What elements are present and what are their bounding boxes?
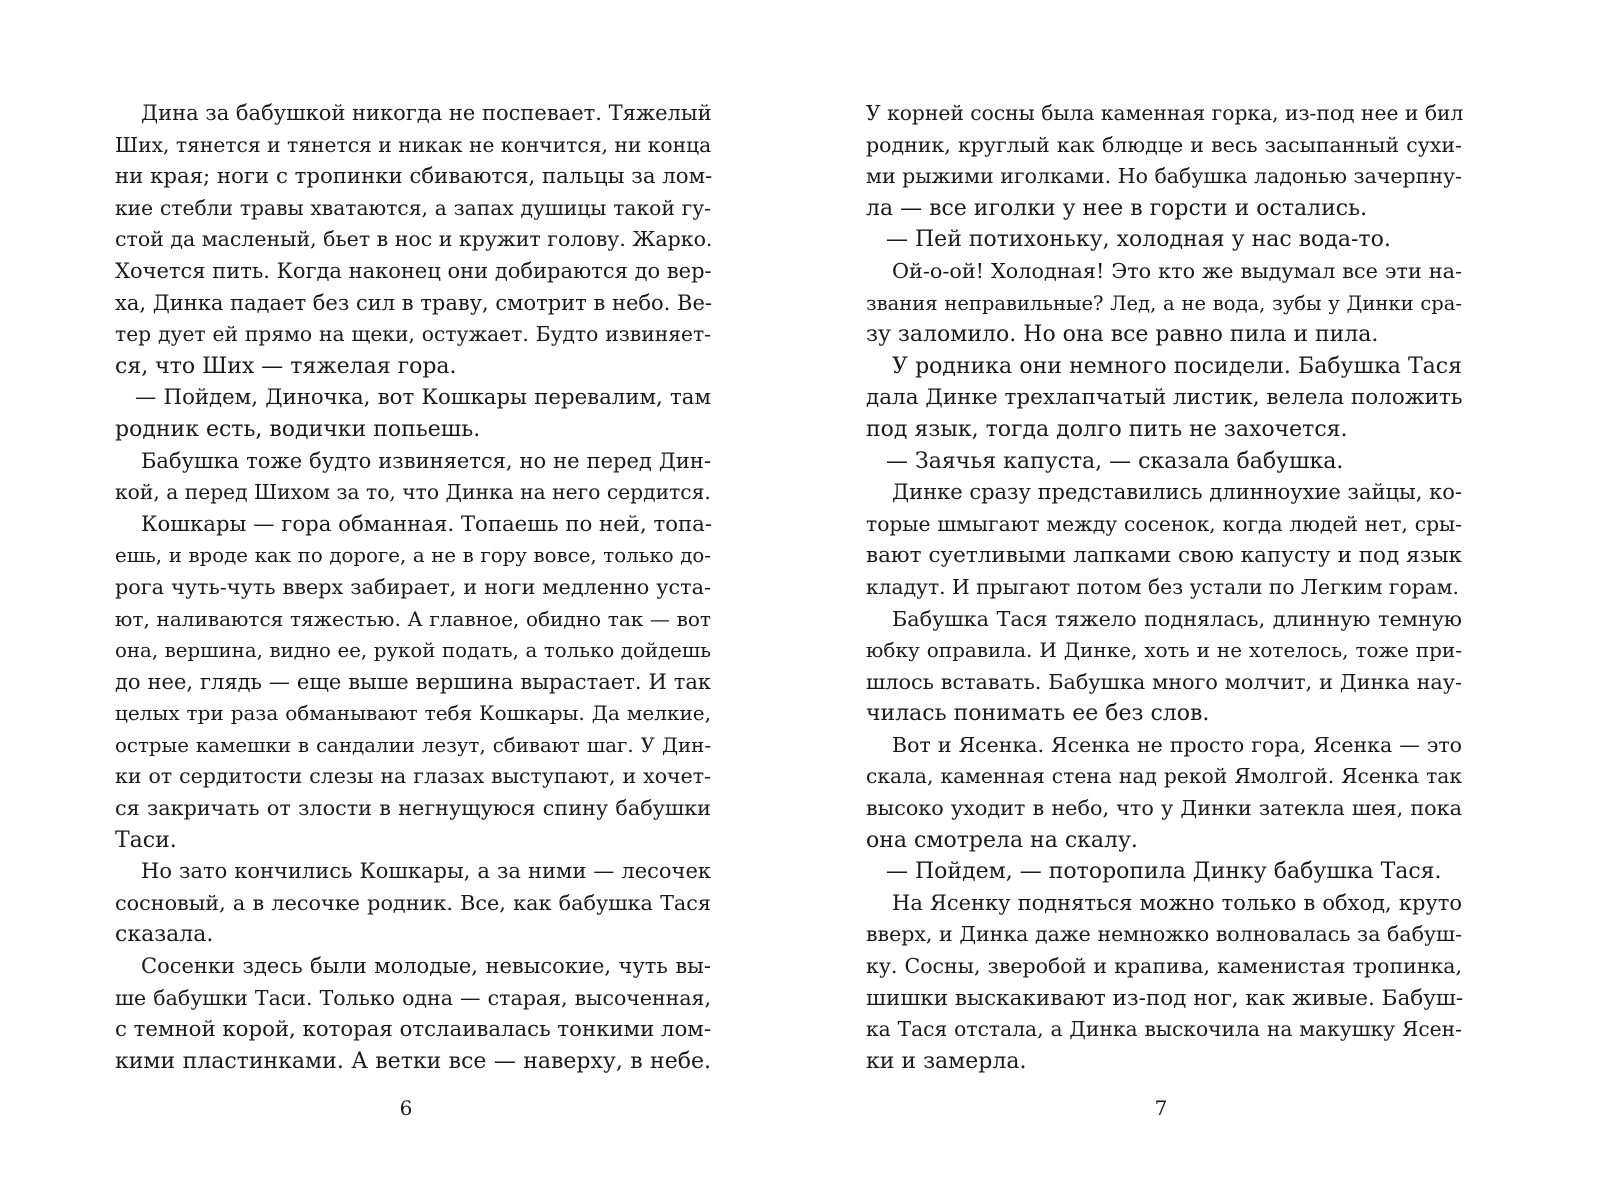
text-line: сосновый, а в лесочке родник. Все, как бабушка Тася [115,890,711,915]
text-line: она, вершина, видно ее, рукой подать, а только дойдешь [115,639,711,663]
text-line: Бабушка Тася тяжело поднялась, длинную темную [892,606,1462,631]
page-number: 7 [1154,1096,1168,1120]
text-line: вверх, и Динка даже немножко волновалась за бабуш- [866,922,1462,947]
text-line: ха, Динка падает без сил в траву, смотрит в небо. Ве- [115,290,712,315]
text-line: звания неправильные? Лед, а не вода, зубы у Динки сра- [866,291,1462,315]
text-line: юбку оправила. И Динке, хоть и не хотелось, тоже при- [866,638,1462,663]
text-line: ся закричать от злости в негнущуюся спину бабушки [115,796,711,821]
text-line: дала Динке трехлапчатый листик, велела положить [866,385,1463,411]
text-line: Но зато кончились Кошкары, а за ними — лесочек [141,859,711,884]
text-line: до нее, глядь — еще выше вершина вырастает. И так [115,669,711,694]
text-line: ка Тася отстала, а Динка выскочила на макушку Ясен- [866,1017,1462,1042]
text-line: шлось вставать. Бабушка много молчит, и Динка нау- [866,669,1462,694]
text-line: родник, круглый как блюдце и весь засыпанный сухи- [866,132,1462,157]
page-number: 6 [399,1096,413,1120]
right-page [800,0,1600,1199]
text-line: ше бабушки Таси. Только одна — старая, высоченная, [115,985,711,1010]
text-line: острые камешки в сандалии лезут, сбивают шаг. У Дин- [115,733,711,757]
right-page-text [866,98,1462,1077]
text-line: родник есть, водички попьешь. [115,416,481,442]
text-line: чилась понимать ее без слов. [866,701,1210,727]
text-line: сказала. [115,922,214,948]
text-line: кладут. И прыгают потом без устали по Легким горам. [866,574,1459,599]
text-line: ми рыжими иголками. Но бабушка ладонью зачерпну- [866,164,1462,189]
text-line: кими пластинками. А ветки все — наверху, в небе. [115,1048,711,1074]
text-line: Кошкары — гора обманная. Топаешь по ней, топа- [141,511,713,537]
text-line: высоко уходит в небо, что у Динки затекла шея, пока [866,796,1462,821]
text-line: У корней сосны была каменная горка, из-под нее и бил [866,101,1464,125]
text-line: Динке сразу представились длинноухие зайцы, ко- [892,480,1462,505]
text-line: Бабушка тоже будто извиняется, но не перед Дин- [141,448,711,473]
text-line: Вот и Ясенка. Ясенка не просто гора, Ясенка — это [892,732,1462,757]
text-line: ют, наливаются тяжестью. А главное, обидно так — вот [115,606,711,631]
text-line: Сосенки здесь были молодые, невысокие, чуть вы- [141,954,711,979]
text-line: шишки выскакивают из-под ног, как живые. Бабуш- [866,985,1464,1011]
text-line: ки от сердитости слезы на глазах выступают, и хочет- [115,764,711,789]
text-line: — Пойдем, Диночка, вот Кошкары перевалим, там [135,385,711,411]
text-line: торые шмыгают между сосенок, когда людей нет, сры- [866,511,1462,536]
text-line: Ой-о-ой! Холодная! Это кто же выдумал все эти на- [892,258,1462,283]
text-line: — Заячья капуста, — сказала бабушка. [886,448,1344,474]
text-line: ки и замерла. [866,1048,1027,1074]
text-line: вают суетливыми лапками свою капусту и под язык [866,543,1462,569]
text-line: ла — все иголки у нее в горсти и остались. [866,195,1368,221]
text-line: ку. Сосны, зверобой и крапива, каменистая тропинка, [866,954,1462,979]
text-line: Хочется пить. Когда наконец они добираются до вер- [115,258,712,283]
text-line: Ших, тянется и тянется и никак не кончится, ни конца [115,132,712,157]
text-line: кие стебли травы хватаются, а запах душицы такой гу- [115,195,711,220]
text-line: рога чуть-чуть вверх забирает, и ноги медленно уста- [115,574,711,599]
text-line: тер дует ей прямо на щеки, остужает. Будто извиняет- [115,322,711,347]
text-line: зу заломило. Но она все равно пила и пила. [866,322,1379,348]
text-line: У родника они немного посидели. Бабушка Тася [892,353,1462,379]
text-line: ни края; ноги с тропинки сбиваются, пальцы за лом- [115,164,713,190]
text-line: На Ясенку подняться можно только в обход, круто [892,890,1462,915]
left-page-text [115,98,711,1077]
text-line: целых три раза обманывают тебя Кошкары. Да мелкие, [115,701,711,726]
text-line: Дина за бабушкой никогда не поспевает. Тяжелый [141,101,712,125]
text-line: ешь, и вроде как по дороге, а не в гору вовсе, только до- [115,544,711,568]
text-line: с темной корой, которая отслаивалась тонкими лом- [115,1017,712,1043]
text-line: скала, каменная стена над рекой Ямолгой. Ясенка так [866,764,1462,789]
text-line: она смотрела на скалу. [866,827,1138,853]
text-line: ся, что Ших — тяжелая гора. [115,353,457,379]
text-line: — Пойдем, — поторопила Динку бабушка Тася. [886,859,1442,885]
text-line: под язык, тогда долго пить не захочется. [866,416,1348,442]
text-line: — Пей потихоньку, холодная у нас вода-то. [886,227,1391,253]
text-line: Таси. [115,827,177,853]
text-line: стой да масленый, бьет в нос и кружит голову. Жарко. [115,227,713,252]
text-line: кой, а перед Шихом за то, что Динка на него сердится. [115,480,711,505]
